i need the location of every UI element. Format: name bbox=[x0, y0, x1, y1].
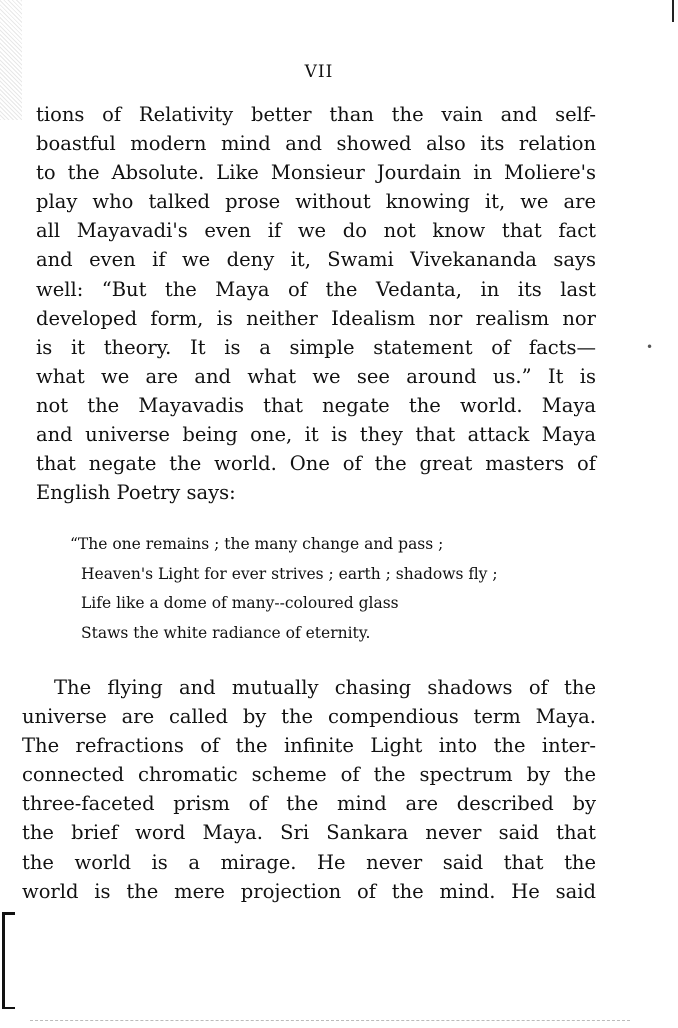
poem-quote bbox=[70, 530, 590, 648]
text-line: The refractions of the infinite Light into the inter- bbox=[22, 734, 596, 758]
scan-bottom-edge bbox=[30, 1020, 630, 1021]
text-line: three-faceted prism of the mind are described by bbox=[22, 792, 596, 816]
paragraph-1 bbox=[36, 100, 596, 507]
text-line: well: “But the Maya of the Vedanta, in its last bbox=[36, 277, 596, 301]
text-line: what we are and what we see around us.” It is bbox=[36, 364, 596, 388]
page-number: VII bbox=[304, 62, 334, 82]
text-line: world is the mere projection of the mind. He said bbox=[22, 879, 596, 903]
scan-edge-bracket bbox=[2, 912, 15, 1009]
scan-edge-mark bbox=[666, 0, 674, 22]
text-line: all Mayavadi's even if we do not know that fact bbox=[36, 219, 596, 243]
poem-line: Heaven's Light for ever strives ; earth ; shadows fly ; bbox=[81, 564, 498, 583]
text-line: boastful modern mind and showed also its relation bbox=[36, 132, 596, 156]
poem-line: “The one remains ; the many change and pass ; bbox=[70, 535, 444, 553]
text-line: English Poetry says: bbox=[36, 481, 236, 505]
poem-line: Life like a dome of many--coloured glass bbox=[81, 594, 399, 612]
text-line: and even if we deny it, Swami Vivekananda says bbox=[36, 248, 596, 272]
text-line: is it theory. It is a simple statement of facts— bbox=[36, 335, 596, 359]
text-line: tions of Relativity better than the vain and self- bbox=[36, 103, 596, 126]
paragraph-2 bbox=[22, 673, 596, 906]
text-line: the world is a mirage. He never said that the bbox=[22, 850, 596, 874]
text-line: universe are called by the compendious term Maya. bbox=[22, 705, 596, 729]
poem-line: Staws the white radiance of eternity. bbox=[81, 623, 371, 642]
text-line: The flying and mutually chasing shadows of the bbox=[54, 676, 596, 699]
text-line: developed form, is neither Idealism nor realism nor bbox=[36, 306, 596, 330]
scan-artifact bbox=[0, 0, 22, 120]
text-line: the brief word Maya. Sri Sankara never said that bbox=[22, 821, 596, 845]
margin-mark: • bbox=[646, 340, 654, 354]
text-line: to the Absolute. Like Monsieur Jourdain in Moliere's bbox=[36, 161, 596, 185]
text-line: connected chromatic scheme of the spectrum by the bbox=[22, 763, 596, 787]
text-line: play who talked prose without knowing it, we are bbox=[36, 190, 596, 214]
text-line: and universe being one, it is they that attack Maya bbox=[36, 423, 596, 447]
text-line: that negate the world. One of the great masters of bbox=[36, 452, 596, 476]
text-line: not the Mayavadis that negate the world. Maya bbox=[36, 393, 596, 417]
